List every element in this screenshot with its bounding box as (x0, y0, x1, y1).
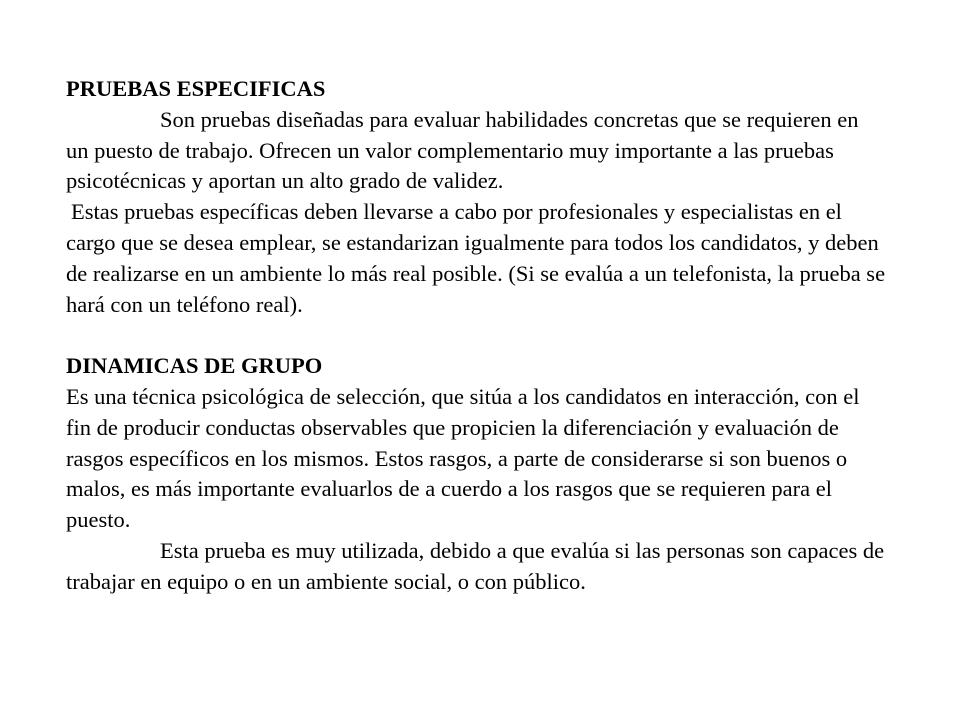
paragraph-dinamicas-intro: Es una técnica psicológica de selección, que sitúa a los candidatos en interacción, con el fin de producir conductas observables que propicien la diferenciación y evaluación de rasgos específicos en los mismos. Estos rasgos, a parte de considerarse si son buenos o malos, es más importante evaluarlos de a cuerdo a los rasgos que se requieren para el puesto. (66, 383, 860, 533)
paragraph-pruebas-detalle: Estas pruebas específicas deben llevarse a cabo por profesionales y especialistas en el cargo que se desea emplear, se estandarizan igualmente para todos los candidatos, y deben de realizarse en un ambiente lo más real posible. (Si se evalúa a un telefonista, la prueba se hará con un teléfono real). (66, 199, 886, 317)
paragraph-dinamicas-uso: Esta prueba es muy utilizada, debido a que evalúa si las personas son capaces de trabajar en equipo o en un ambiente social, o con público. (66, 537, 885, 594)
section-spacer (66, 320, 886, 351)
section-heading-pruebas-especificas: PRUEBAS ESPECIFICAS (66, 76, 326, 101)
paragraph-pruebas-intro: Son pruebas diseñadas para evaluar habilidades concretas que se requieren en un puesto de trabajo. Ofrecen un valor complementario muy importante a las pruebas psicotécnicas y aportan un alto grado de validez. (66, 106, 859, 194)
slide-content (66, 74, 886, 598)
section-heading-dinamicas-de-grupo: DINAMICAS DE GRUPO (66, 353, 323, 379)
